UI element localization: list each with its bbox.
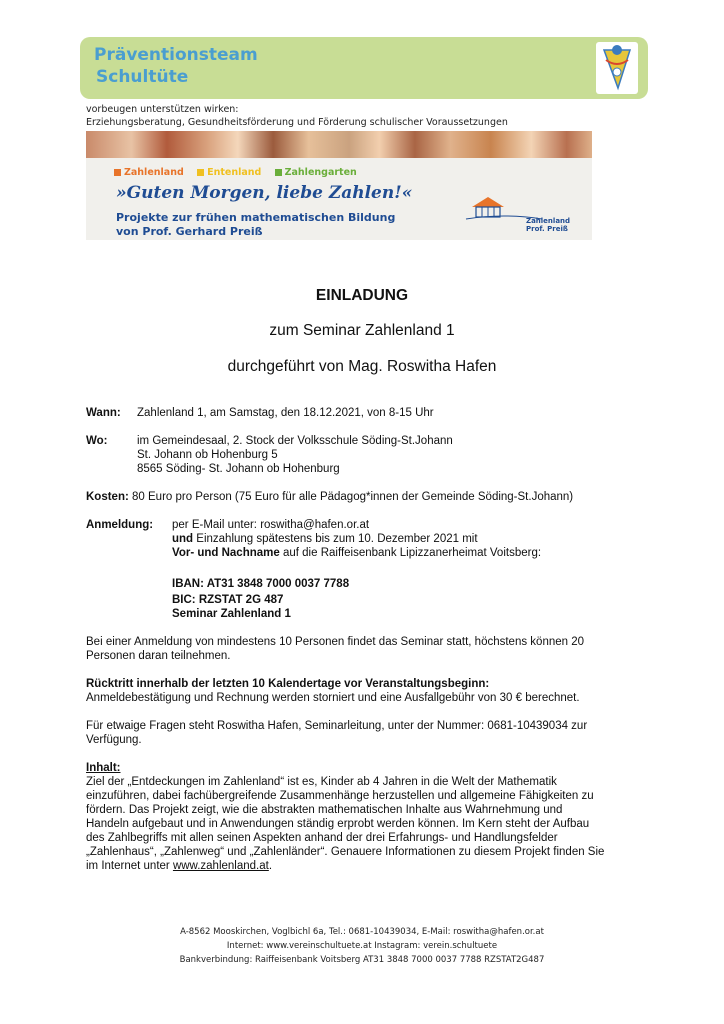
payment-reference: Seminar Zahlenland 1 bbox=[172, 608, 291, 620]
questions-line2: Verfügung. bbox=[86, 734, 142, 746]
schultuete-logo-icon bbox=[596, 42, 638, 94]
registration-payment bbox=[172, 532, 478, 546]
zahlenland-logo-author: Prof. Preiß bbox=[526, 225, 568, 233]
content-line: Handeln aufgebaut und in Anwendungen ständig erprobt werden können. Im Kern steht der Aufbau bbox=[86, 818, 590, 830]
zahlenland-link[interactable]: www.zahlenland.at bbox=[172, 860, 269, 872]
registration-account bbox=[172, 546, 541, 560]
where-line2: St. Johann ob Hohenburg 5 bbox=[137, 449, 278, 461]
participants-line2: Personen daran teilnehmen. bbox=[86, 650, 231, 662]
registration-and: und bbox=[172, 533, 194, 545]
zahlenland-logo bbox=[464, 193, 571, 235]
participants-line1: Bei einer Anmeldung von mindestens 10 Personen findet das Seminar statt, höchstens können 20 bbox=[86, 636, 585, 648]
banner-project-line1: Projekte zur frühen mathematischen Bildung bbox=[116, 211, 396, 224]
footer-address: A-8562 Mooskirchen, Voglbichl 6a, Tel.: 0681-10439034, E-Mail: roswitha@hafen.or.at bbox=[180, 927, 544, 937]
when-label: Wann: bbox=[86, 407, 121, 419]
children-photo-strip bbox=[86, 131, 592, 158]
organization-name-line2: Schultüte bbox=[96, 67, 189, 87]
costs-row bbox=[86, 490, 573, 504]
content-last-line bbox=[86, 859, 272, 873]
content-last-prefix: im Internet unter bbox=[86, 860, 170, 872]
banner-project-text bbox=[116, 211, 395, 239]
content-line: fördern. Das Projekt zeigt, wie die abstrakten mathematischen Inhalte aus Wahrnehmung und bbox=[86, 804, 563, 816]
where-line3: 8565 Söding- St. Johann ob Hohenburg bbox=[137, 463, 340, 475]
cancellation-text: Anmeldebestätigung und Rechnung werden storniert und eine Ausfallgebühr von 30 € berechnet. bbox=[86, 692, 580, 704]
zahlenland-logo-text: Zahlenland bbox=[526, 217, 571, 225]
costs-value: 80 Euro pro Person (75 Euro für alle Pädagog*innen der Gemeinde Söding-St.Johann) bbox=[132, 491, 574, 503]
content-last-suffix: . bbox=[268, 860, 273, 872]
footer-internet: Internet: www.vereinschultuete.at Instagram: verein.schultuete bbox=[226, 941, 498, 951]
content-line: einzuführen, dabei fachübergreifende Zusammenhänge herzustellen und allgemeine Fähigkeiten zu bbox=[86, 790, 594, 802]
banner-tabs bbox=[114, 167, 367, 178]
questions-line1: Für etwaige Fragen steht Roswitha Hafen, Seminarleitung, unter der Nummer: 0681-10439034 zur bbox=[86, 720, 588, 732]
where-line1: im Gemeindesaal, 2. Stock der Volksschule Söding-St.Johann bbox=[137, 435, 453, 447]
schultuete-logo bbox=[596, 42, 638, 94]
banner-tab-entenland: Entenland bbox=[197, 167, 261, 178]
content-line: Ziel der „Entdeckungen im Zahlenland“ ist es, Kinder ab 4 Jahren in die Welt der Mathematik bbox=[86, 776, 557, 788]
cancellation-heading: Rücktritt innerhalb der letzten 10 Kalendertage vor Veranstaltungsbeginn: bbox=[86, 678, 490, 690]
when-value: Zahlenland 1, am Samstag, den 18.12.2021, von 8-15 Uhr bbox=[137, 407, 434, 419]
tagline-1: vorbeugen unterstützen wirken: bbox=[86, 104, 239, 115]
content-heading: Inhalt: bbox=[86, 762, 121, 774]
registration-payment-text: Einzahlung spätestens bis zum 10. Dezember 2021 mit bbox=[196, 533, 478, 545]
banner-headline: »Guten Morgen, liebe Zahlen!« bbox=[116, 183, 413, 203]
where-label: Wo: bbox=[86, 435, 108, 447]
tagline-2: Erziehungsberatung, Gesundheitsförderung und Förderung schulischer Voraussetzungen bbox=[86, 117, 508, 128]
registration-bank: auf die Raiffeisenbank Lipizzanerheimat Voitsberg: bbox=[282, 547, 542, 559]
content-line: des Zahlbegriffs mit allen seinen Aspekten anhand der drei Erfahrungs- und Handlungsfelder bbox=[86, 832, 558, 844]
registration-email: per E-Mail unter: roswitha@hafen.or.at bbox=[172, 519, 370, 531]
content-line: „Zahlenhaus“, „Zahlenweg“ und „Zahlenländer“. Genauere Informationen zu diesem Projekt finden Sie bbox=[86, 846, 605, 858]
registration-label: Anmeldung: bbox=[86, 519, 154, 531]
organization-name-line1: Präventionsteam bbox=[94, 45, 258, 65]
banner-tab-zahlengarten: Zahlengarten bbox=[275, 167, 357, 178]
registration-name-required: Vor- und Nachname bbox=[172, 547, 280, 559]
footer-bank: Bankverbindung: Raiffeisenbank Voitsberg AT31 3848 7000 0037 7788 RZSTAT2G487 bbox=[179, 955, 545, 965]
organization-name bbox=[94, 44, 258, 88]
banner-tab-zahlenland: Zahlenland bbox=[114, 167, 184, 178]
page-title: EINLADUNG bbox=[315, 287, 409, 304]
zahlenland-banner bbox=[86, 131, 592, 240]
costs-label: Kosten: bbox=[86, 491, 129, 503]
banner-project-line2: von Prof. Gerhard Preiß bbox=[116, 225, 263, 238]
iban: IBAN: AT31 3848 7000 0037 7788 bbox=[172, 578, 350, 590]
seminar-lecturer: durchgeführt von Mag. Roswitha Hafen bbox=[227, 358, 497, 375]
bic: BIC: RZSTAT 2G 487 bbox=[172, 594, 284, 606]
seminar-title: zum Seminar Zahlenland 1 bbox=[269, 322, 455, 339]
